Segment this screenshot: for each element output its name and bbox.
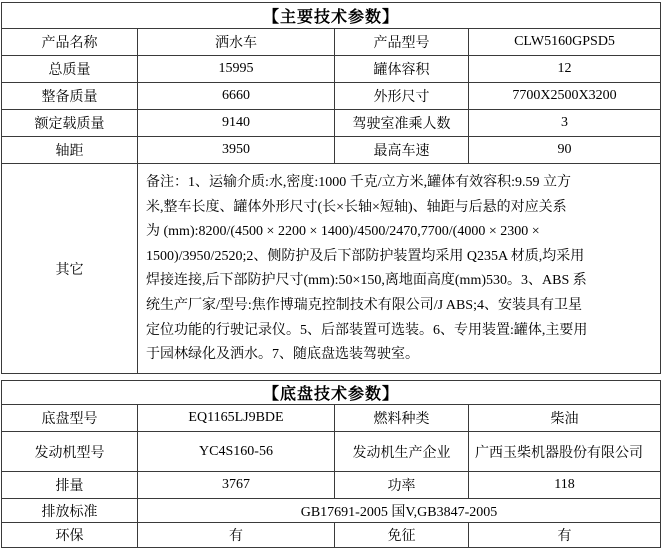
note-line: 为 (mm):8200/(4500 × 2200 × 1400)/4500/2470,7700/(4000 × 2300 × — [146, 224, 540, 240]
param-value-cab-seats: 3 — [469, 110, 661, 137]
param-value-wheelbase: 3950 — [138, 137, 335, 164]
note-line: 焊接连接,后下部防护尺寸(mm):50×150,离地面高度(mm)530。3、ABS 系 — [146, 273, 587, 289]
param-label-tank-volume: 罐体容积 — [335, 56, 469, 83]
param-value-displacement: 3767 — [138, 472, 335, 499]
param-label-engine-model: 发动机型号 — [2, 432, 138, 472]
table-row — [2, 405, 661, 432]
param-label-tax-exempt: 免征 — [335, 523, 469, 548]
param-value-power: 118 — [469, 472, 661, 499]
param-value-model: CLW5160GPSD5 — [469, 29, 661, 56]
param-value-tax-exempt: 有 — [469, 523, 661, 548]
note-line: 统生产厂家/型号:焦作博瑞克控制技术有限公司/J ABS;4、安装具有卫星 — [146, 297, 582, 313]
main-params-table — [1, 2, 661, 374]
param-value-dimensions: 7700X2500X3200 — [469, 83, 661, 110]
param-label-power: 功率 — [335, 472, 469, 499]
param-value-product-name: 洒水车 — [138, 29, 335, 56]
emission-standard-row — [2, 499, 661, 523]
param-label-fuel-type: 燃料种类 — [335, 405, 469, 432]
note-line: 米,整车长度、罐体外形尺寸(长×长轴×短轴)、轴距与后悬的对应关系 — [146, 199, 567, 215]
param-value-fuel-type: 柴油 — [469, 405, 661, 432]
table-row — [2, 110, 661, 137]
param-label-wheelbase: 轴距 — [2, 137, 138, 164]
param-label-dimensions: 外形尺寸 — [335, 83, 469, 110]
chassis-params-table — [1, 380, 661, 548]
table-row — [2, 56, 661, 83]
table-row — [2, 472, 661, 499]
param-label-environmental: 环保 — [2, 523, 138, 548]
table-row — [2, 83, 661, 110]
param-label-displacement: 排量 — [2, 472, 138, 499]
param-value-environmental: 有 — [138, 523, 335, 548]
param-value-engine-manufacturer: 广西玉柴机器股份有限公司 — [469, 432, 661, 472]
table-row — [2, 432, 661, 472]
param-value-engine-model: YC4S160-56 — [138, 432, 335, 472]
param-label-curb-mass: 整备质量 — [2, 83, 138, 110]
param-label-model: 产品型号 — [335, 29, 469, 56]
table-row — [2, 523, 661, 548]
note-line: 于园林绿化及洒水。7、随底盘选装驾驶室。 — [146, 347, 419, 363]
param-value-rated-load: 9140 — [138, 110, 335, 137]
note-line: 备注：1、运输介质:水,密度:1000 千克/立方米,罐体有效容积:9.59 立方 — [146, 175, 572, 190]
param-label-gross-mass: 总质量 — [2, 56, 138, 83]
param-value-emission-standard: GB17691-2005 国V,GB3847-2005 — [138, 499, 661, 523]
table-row — [2, 29, 661, 56]
param-label-emission-standard: 排放标准 — [2, 499, 138, 523]
param-label-other: 其它 — [2, 164, 138, 374]
param-label-max-speed: 最高车速 — [335, 137, 469, 164]
param-label-chassis-model: 底盘型号 — [2, 405, 138, 432]
param-label-rated-load: 额定载质量 — [2, 110, 138, 137]
note-line: 定位功能的行驶记录仪。5、后部装置可选装。6、专用装置:罐体,主要用 — [146, 322, 588, 338]
param-value-gross-mass: 15995 — [138, 56, 335, 83]
param-value-max-speed: 90 — [469, 137, 661, 164]
main-params-header-row — [2, 3, 661, 29]
param-value-tank-volume: 12 — [469, 56, 661, 83]
table-row — [2, 137, 661, 164]
param-value-curb-mass: 6660 — [138, 83, 335, 110]
param-label-cab-seats: 驾驶室准乘人数 — [335, 110, 469, 137]
param-value-chassis-model: EQ1165LJ9BDE — [138, 405, 335, 432]
spec-sheet — [1, 2, 660, 548]
chassis-params-header-row — [2, 381, 661, 405]
main-params-title: 【主要技术参数】 — [2, 3, 661, 29]
chassis-params-title: 【底盘技术参数】 — [2, 381, 661, 405]
param-label-engine-manufacturer: 发动机生产企业 — [335, 432, 469, 472]
notes-cell — [138, 164, 661, 374]
param-label-product-name: 产品名称 — [2, 29, 138, 56]
note-line: 1500)/3950/2520;2、侧防护及后下部防护装置均采用 Q235A 材质,均采用 — [146, 248, 585, 264]
other-notes-row — [2, 164, 661, 374]
